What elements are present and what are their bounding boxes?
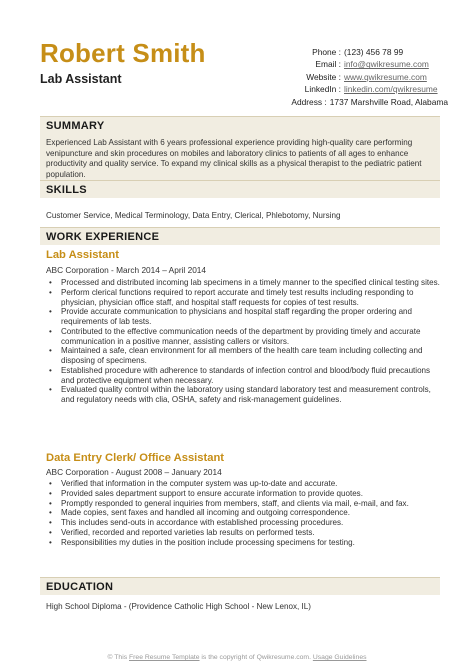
list-item: • Evaluated quality control within the laboratory using standard laboratory test and measurement controls, and regulatory needs with clia, OSHA, safety and risk-management guidelines.	[46, 385, 442, 405]
free-template-link[interactable]: Free Resume Template	[129, 654, 200, 661]
job-title: Lab Assistant	[46, 249, 119, 261]
contact-email	[248, 58, 448, 70]
contact-label: Phone :	[312, 47, 341, 57]
list-item: • Verified, recorded and reported varieties lab results on performed tests.	[46, 528, 442, 538]
skills-list: Customer Service, Medical Terminology, Data Entry, Clerical, Phlebotomy, Nursing	[46, 211, 341, 220]
contact-address	[248, 96, 448, 108]
list-item: • Maintained a safe, clean environment for all members of the health care team including collecting and disposing of specimens.	[46, 346, 442, 366]
footer-text: © This	[107, 654, 129, 661]
contact-label: Address :	[291, 96, 327, 107]
contact-phone	[248, 46, 448, 58]
contact-label: Website :	[306, 71, 341, 82]
list-item: • Made copies, sent faxes and handled all incoming and outgoing correspondence.	[46, 508, 442, 518]
list-item: • Contributed to the effective communication needs of the department by providing timely and accurate communication in a positive manner, assisting callers or visitors.	[46, 327, 442, 347]
contact-linkedin	[248, 83, 448, 95]
job-title: Data Entry Clerk/ Office Assistant	[46, 452, 225, 464]
list-item: • This includes send-outs in accordance with established processing procedures.	[46, 518, 442, 528]
linkedin-link[interactable]: linkedin.com/qwikresume	[344, 84, 438, 95]
usage-guidelines-link[interactable]: Usage Guidelines	[312, 654, 367, 661]
email-link[interactable]: info@qwikresume.com	[344, 59, 429, 70]
contact-website	[248, 71, 448, 83]
list-item: • Provide accurate communication to physicians and hospital staff regarding the proper ordering and requirements of lab tests.	[46, 307, 442, 327]
list-item: • Provided sales department support to ensure accurate information to provide quotes.	[46, 489, 442, 499]
list-item: • Promptly responded to general inquiries from members, staff, and clients via mail, e-mail, and fax.	[46, 499, 442, 509]
job-company-dates: ABC Corporation - August 2008 – January 2014	[46, 467, 222, 477]
candidate-title: Lab Assistant	[40, 72, 122, 86]
summary-text: Experienced Lab Assistant with 6 years professional experience providing high-quality care performing venipuncture and skin procedures on mobiles and laboratory clinics to patients of all ages to enhance productivity and quality service. To expand my clinical skills as a physical therapist to the pediatric patient population.	[40, 134, 440, 186]
contact-label: Email :	[315, 59, 341, 70]
section-heading-experience: WORK EXPERIENCE	[40, 227, 440, 245]
job-company-dates: ABC Corporation - March 2014 – April 2014	[46, 265, 207, 275]
footer-text: is the copyright of Qwikresume.com.	[199, 654, 313, 661]
list-item: • Responsibilities my duties in the position include processing specimens for testing.	[46, 538, 442, 548]
contact-label: LinkedIn :	[304, 84, 341, 95]
list-item: • Verified that information in the computer system was up-to-date and accurate.	[46, 479, 442, 489]
section-heading-summary: SUMMARY	[40, 116, 440, 134]
job-bullets	[46, 479, 442, 547]
website-link[interactable]: www.qwikresume.com	[344, 71, 427, 82]
list-item: • Established procedure with adherence to standards of infection control and blood/body fluid precautions and protective equipment when necessary.	[46, 366, 442, 386]
contact-value: (123) 456 78 99	[344, 47, 404, 57]
list-item: • Perform clerical functions required to report accurate and timely test results including responding to physician, physician office staff, and hospital staff requests for copies of test results.	[46, 288, 442, 308]
section-heading-skills: SKILLS	[40, 180, 440, 198]
contact-value: 1737 Marshville Road, Alabama	[329, 96, 448, 107]
list-item: • Processed and distributed incoming lab specimens in a timely manner to the specified clinical testing sites.	[46, 278, 442, 288]
candidate-name: Robert Smith	[40, 38, 206, 68]
footer-copyright	[0, 654, 474, 661]
section-heading-education: EDUCATION	[40, 577, 440, 595]
education-entry: High School Diploma - (Providence Catholic High School - New Lenox, IL)	[46, 602, 311, 611]
contact-block	[248, 46, 448, 108]
job-bullets	[46, 278, 442, 405]
